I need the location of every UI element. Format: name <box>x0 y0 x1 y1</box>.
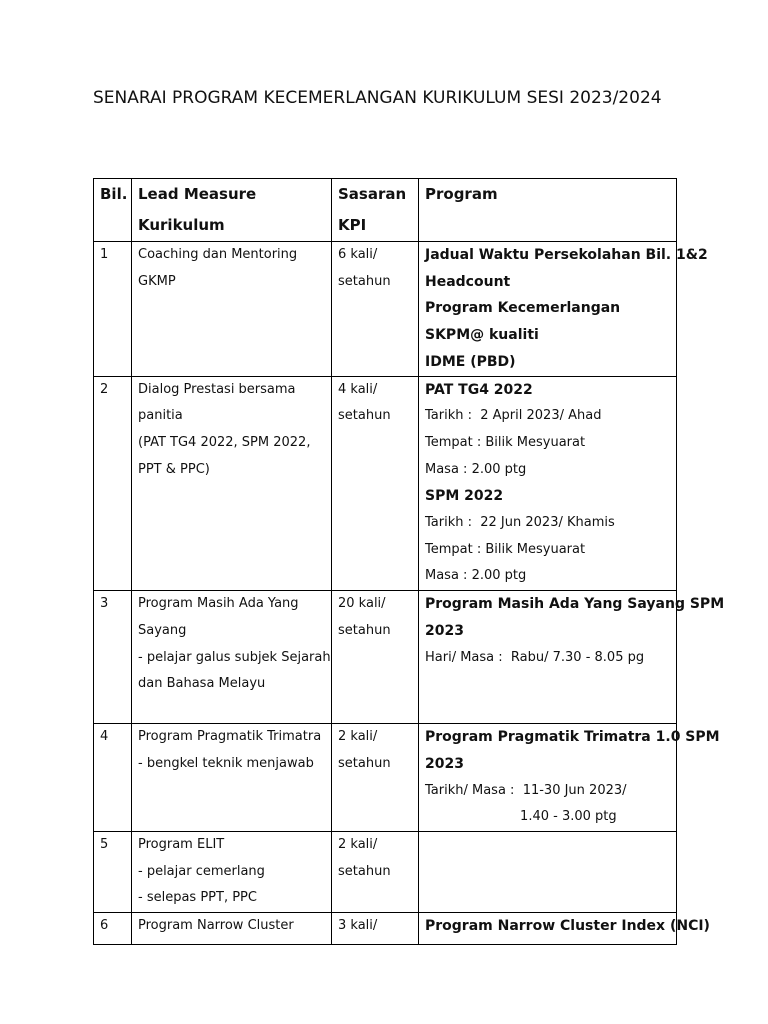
cell-lead-measure <box>132 242 332 377</box>
program-line: 1.40 - 3.00 ptg <box>425 809 617 825</box>
table-row <box>94 724 677 832</box>
kpi-line: 2 kali/ <box>338 836 378 852</box>
cell-bil: 4 <box>94 724 132 832</box>
program-line: PAT TG4 2022 <box>425 381 533 398</box>
kpi-line: 2 kali/ <box>338 729 378 745</box>
header-sasaran <box>332 179 419 242</box>
kpi-line: setahun <box>338 755 391 771</box>
cell-kpi <box>332 242 419 377</box>
table-body <box>94 242 725 945</box>
lead-measure-line: Program Masih Ada Yang <box>138 596 299 612</box>
table-row <box>94 242 677 377</box>
header-lead-measure-line: Lead Measure <box>138 185 257 203</box>
kpi-line: setahun <box>338 863 391 879</box>
header-sasaran-line: Sasaran <box>338 185 407 203</box>
lead-measure-line: (PAT TG4 2022, SPM 2022, <box>138 434 311 450</box>
program-line: Tarikh : 2 April 2023/ Ahad <box>425 408 602 424</box>
lead-measure-line: PPT & PPC) <box>138 461 210 477</box>
lead-measure-line: Coaching dan Mentoring <box>138 247 298 262</box>
header-program: Program <box>419 179 677 242</box>
program-line: Program Kecemerlangan <box>425 300 621 317</box>
program-line: SKPM@ kualiti <box>425 327 539 344</box>
cell-kpi <box>332 831 419 912</box>
table-row <box>94 831 677 912</box>
program-line: Masa : 2.00 ptg <box>425 568 527 584</box>
lead-measure-line: - pelajar galus subjek Sejarah <box>138 649 331 665</box>
cell-bil: 6 <box>94 913 132 945</box>
kpi-line: 20 kali/ <box>338 596 386 612</box>
cell-program <box>419 376 677 591</box>
header-sasaran-line: KPI <box>338 216 367 234</box>
program-line: Jadual Waktu Persekolahan Bil. 1&2 <box>425 247 708 263</box>
program-line: Tempat : Bilik Mesyuarat <box>425 434 586 450</box>
cell-lead-measure <box>132 913 332 945</box>
kpi-line: 6 kali/ <box>338 247 378 262</box>
cell-kpi <box>332 376 419 591</box>
lead-measure-line: GKMP <box>138 273 176 289</box>
cell-kpi <box>332 913 419 945</box>
program-line: Program Masih Ada Yang Sayang SPM <box>425 596 725 613</box>
program-line: Program Pragmatik Trimatra 1.0 SPM <box>425 729 720 746</box>
cell-kpi <box>332 591 419 724</box>
lead-measure-line: Program Pragmatik Trimatra <box>138 729 322 745</box>
lead-measure-line: - bengkel teknik menjawab <box>138 755 314 771</box>
header-bil: Bil. <box>94 179 132 242</box>
program-line: Hari/ Masa : Rabu/ 7.30 - 8.05 pg <box>425 649 645 665</box>
cell-kpi <box>332 724 419 832</box>
cell-bil: 2 <box>94 376 132 591</box>
cell-lead-measure <box>132 831 332 912</box>
cell-bil: 5 <box>94 831 132 912</box>
lead-measure-line: Program Narrow Cluster <box>138 918 294 934</box>
lead-measure-line: Sayang <box>138 622 187 638</box>
program-line: Tarikh : 22 Jun 2023/ Khamis <box>425 515 615 531</box>
cell-bil: 1 <box>94 242 132 377</box>
lead-measure-line: Dialog Prestasi bersama <box>138 381 296 397</box>
kpi-line: 3 kali/ <box>338 918 378 934</box>
program-line: 2023 <box>425 755 464 772</box>
table-row <box>94 913 677 945</box>
program-line: SPM 2022 <box>425 488 504 505</box>
cell-lead-measure <box>132 376 332 591</box>
page-title: SENARAI PROGRAM KECEMERLANGAN KURIKULUM SESI 2023/2024 <box>93 88 662 108</box>
lead-measure-line: Program ELIT <box>138 836 225 852</box>
cell-program <box>419 831 677 912</box>
lead-measure-line: panitia <box>138 408 183 424</box>
cell-lead-measure <box>132 591 332 724</box>
header-lead-measure-line: Kurikulum <box>138 216 225 234</box>
kpi-line: 4 kali/ <box>338 381 378 397</box>
kpi-line: setahun <box>338 273 391 289</box>
cell-program <box>419 724 720 832</box>
program-line: 2023 <box>425 622 464 639</box>
program-line: Headcount <box>425 273 511 290</box>
kpi-line: setahun <box>338 622 391 638</box>
cell-program <box>419 242 708 377</box>
table-row <box>94 376 677 591</box>
cell-program <box>419 913 710 945</box>
lead-measure-line: - pelajar cemerlang <box>138 863 265 879</box>
table-header-row <box>94 179 677 242</box>
cell-program <box>419 591 725 724</box>
program-line: Masa : 2.00 ptg <box>425 461 527 477</box>
program-line: IDME (PBD) <box>425 353 516 370</box>
kpi-line: setahun <box>338 408 391 424</box>
program-line: Tarikh/ Masa : 11-30 Jun 2023/ <box>425 782 627 798</box>
cell-lead-measure <box>132 724 332 832</box>
program-table <box>93 178 725 945</box>
cell-bil: 3 <box>94 591 132 724</box>
header-lead-measure <box>132 179 332 242</box>
program-line: Program Narrow Cluster Index (NCI) <box>425 918 710 935</box>
program-line: Tempat : Bilik Mesyuarat <box>425 541 586 557</box>
table-row <box>94 591 677 724</box>
lead-measure-line: - selepas PPT, PPC <box>138 890 257 906</box>
lead-measure-line: dan Bahasa Melayu <box>138 676 266 692</box>
